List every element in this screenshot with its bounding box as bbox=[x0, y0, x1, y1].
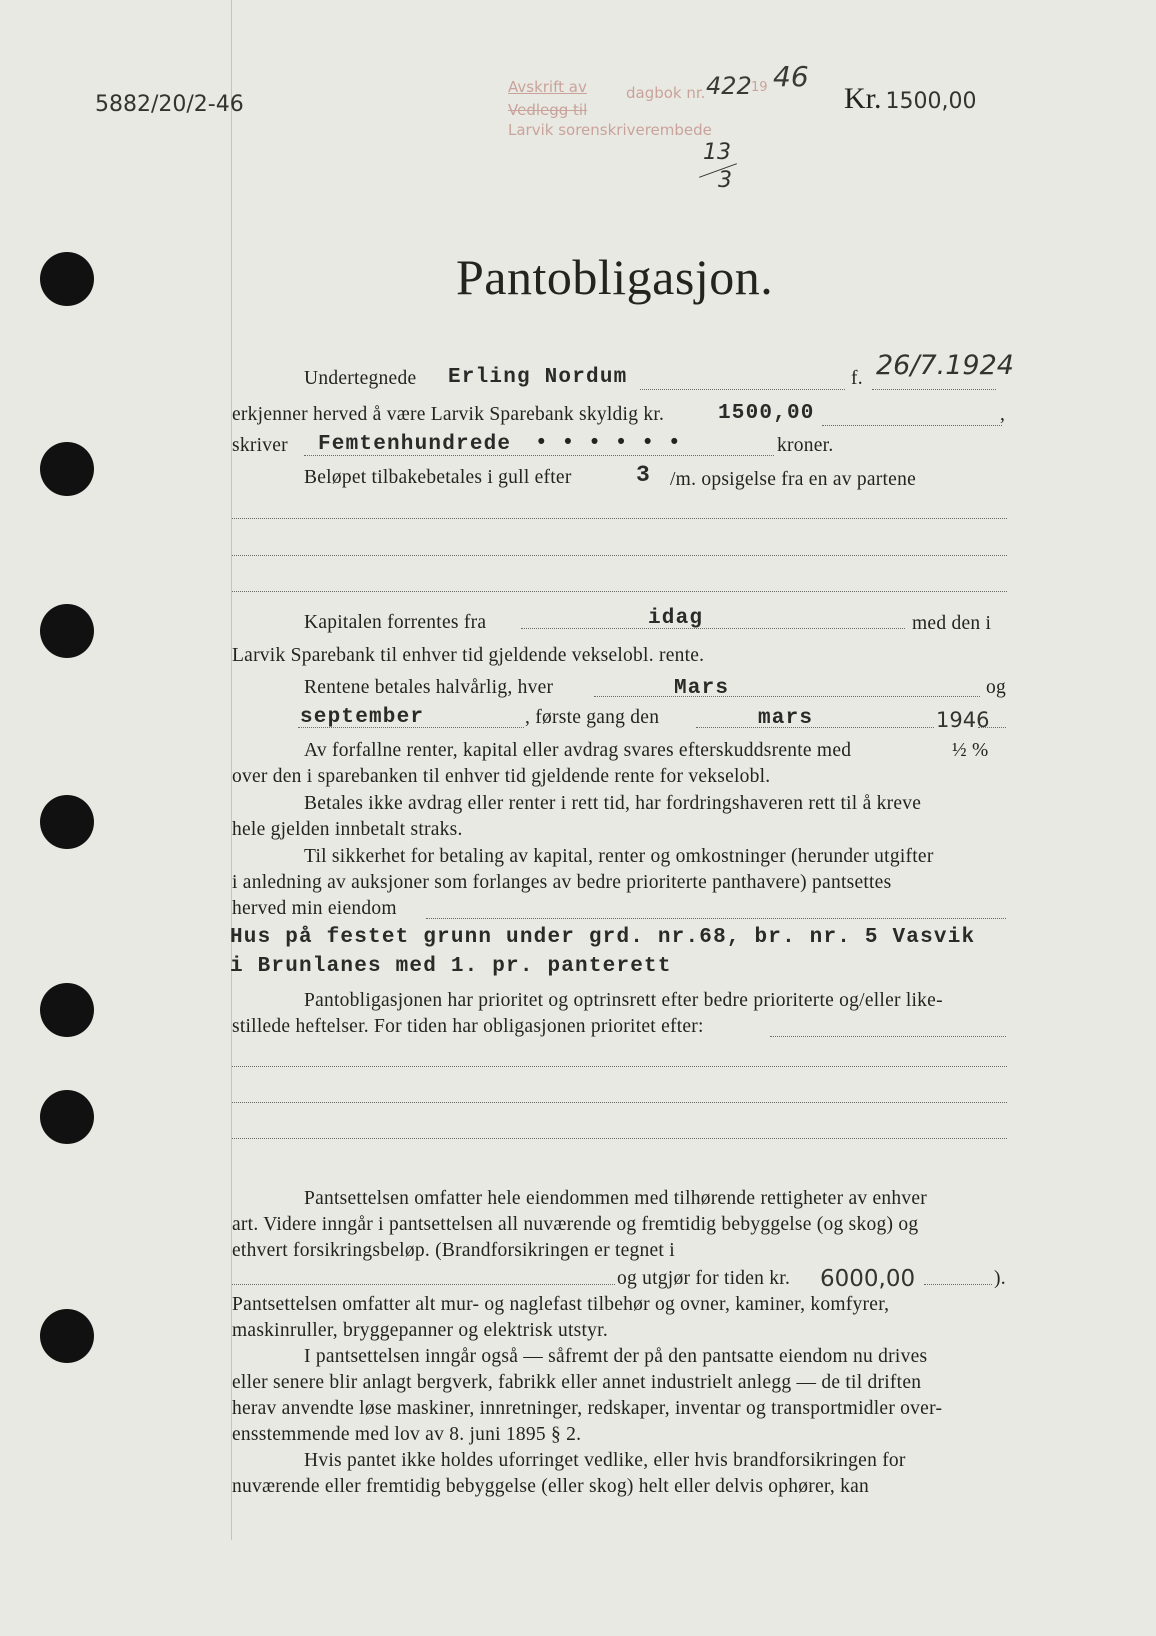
comma: , bbox=[1000, 404, 1006, 425]
file-reference: 5882/20/2-46 bbox=[95, 92, 244, 117]
insured-value: 6000,00 bbox=[820, 1266, 916, 1292]
dotted-line bbox=[232, 1138, 1007, 1139]
dotted-line bbox=[696, 727, 934, 728]
punch-hole bbox=[40, 1090, 94, 1144]
rent-og: og bbox=[986, 677, 1006, 698]
security-text: Til sikkerhet for betaling av kapital, renter og omkostninger (herunder utgifter bbox=[304, 846, 934, 867]
default-text: Betales ikke avdrag eller renter i rett tid, har fordringshaveren rett til å kreve bbox=[304, 793, 922, 814]
interest-text: Kapitalen forrentes fra bbox=[304, 612, 487, 633]
stamp-date-num: 13 bbox=[703, 140, 731, 165]
punch-hole bbox=[40, 252, 94, 306]
stamp-year-hand: 46 bbox=[773, 60, 809, 93]
stamp-number: 422 bbox=[706, 72, 752, 100]
amount-words: Femtenhundrede bbox=[318, 433, 512, 456]
cover-text: Pantsettelsen omfatter hele eiendommen med tilhørende rettigheter av enhver bbox=[304, 1188, 928, 1209]
typed-dots: •••••• bbox=[535, 432, 695, 455]
stamp-line3: Larvik sorenskriverembede bbox=[508, 121, 712, 139]
undersigned-label: Undertegnede bbox=[304, 368, 417, 389]
rent-first: , første gang den bbox=[525, 707, 660, 728]
industry-text-d: ensstemmende med lov av 8. juni 1895 § 2. bbox=[232, 1424, 582, 1445]
fixtures-text-b: maskinruller, bryggepanner og elektrisk utstyr. bbox=[232, 1320, 608, 1341]
industry-text: I pantsettelsen inngår også — såfremt der på den pantsatte eiendom nu drives bbox=[304, 1346, 928, 1367]
late-text: Av forfallne renter, kapital eller avdrag svares efterskuddsrente med bbox=[304, 740, 852, 761]
punch-hole bbox=[40, 983, 94, 1037]
kroner-label: kroner. bbox=[777, 435, 834, 456]
dotted-line bbox=[640, 389, 845, 390]
interest-from: idag bbox=[648, 607, 704, 630]
punch-hole bbox=[40, 1309, 94, 1363]
dotted-line bbox=[232, 1284, 615, 1285]
punch-hole bbox=[40, 604, 94, 658]
debtor-name: Erling Nordum bbox=[448, 366, 628, 389]
born-date: 26/7.1924 bbox=[876, 350, 1014, 381]
stamp-date-den: 3 bbox=[718, 168, 732, 193]
maintenance-text: Hvis pantet ikke holdes uforringet vedlike, eller hvis brandforsikringen for bbox=[304, 1450, 906, 1471]
acknowledge-text: erkjenner herved å være Larvik Sparebank skyldig kr. bbox=[232, 404, 665, 425]
rent-first-month: mars bbox=[758, 707, 814, 730]
property-line1: Hus på festet grunn under grd. nr.68, br. nr. 5 Vasvik bbox=[230, 926, 976, 949]
dotted-line bbox=[232, 591, 1007, 592]
interest-text-c: Larvik Sparebank til enhver tid gjeldende vekselobl. rente. bbox=[232, 645, 705, 666]
repay-months: 3 bbox=[636, 462, 652, 488]
cover-text-c: ethvert forsikringsbeløp. (Brandforsikringen er tegnet i bbox=[232, 1240, 675, 1261]
rent-month2: september bbox=[300, 706, 425, 729]
fixtures-text: Pantsettelsen omfatter alt mur- og naglefast tilbehør og ovner, kaminer, komfyrer, bbox=[232, 1294, 890, 1315]
dotted-line bbox=[232, 1102, 1007, 1103]
default-text-b: hele gjelden innbetalt straks. bbox=[232, 819, 463, 840]
industry-text-c: herav anvendte løse maskiner, innretninger, redskaper, inventar og transportmidler over- bbox=[232, 1398, 943, 1419]
interest-text-b: med den i bbox=[912, 613, 992, 634]
insured-end: ). bbox=[994, 1268, 1006, 1289]
document-title: Pantobligasjon. bbox=[456, 249, 774, 305]
security-text-b: i anledning av auksjoner som forlanges av bedre prioriterte panthavere) pantsettes bbox=[232, 872, 892, 893]
security-text-c: herved min eiendom bbox=[232, 898, 397, 919]
repay-text-b: /m. opsigelse fra en av partene bbox=[670, 469, 916, 490]
amount-label: Kr. bbox=[844, 82, 882, 115]
amount-typed: 1500,00 bbox=[718, 402, 815, 425]
priority-text: Pantobligasjonen har prioritet og optrinsrett efter bedre prioriterte og/eller like- bbox=[304, 990, 943, 1011]
rent-text: Rentene betales halvårlig, hver bbox=[304, 677, 554, 698]
late-text-b: over den i sparebanken til enhver tid gjeldende rente for vekselobl. bbox=[232, 766, 771, 787]
amount-box bbox=[844, 82, 976, 116]
born-label: f. bbox=[851, 368, 863, 389]
stamp-line1-b: dagbok nr. bbox=[626, 84, 706, 102]
dotted-line bbox=[521, 628, 905, 629]
dotted-line bbox=[924, 1284, 992, 1285]
dotted-line bbox=[426, 918, 1006, 919]
skriver-label: skriver bbox=[232, 435, 288, 456]
punch-hole bbox=[40, 795, 94, 849]
dotted-line bbox=[594, 696, 980, 697]
priority-text-b: stillede heftelser. For tiden har obligasjonen prioritet efter: bbox=[232, 1016, 704, 1037]
cover-text-b: art. Videre inngår i pantsettelsen all nuværende og fremtidig bebyggelse (og skog) og bbox=[232, 1214, 919, 1235]
dotted-line bbox=[232, 555, 1007, 556]
punch-hole bbox=[40, 442, 94, 496]
dotted-line bbox=[770, 1036, 1006, 1037]
late-rate: ½ % bbox=[952, 740, 989, 761]
dotted-line bbox=[232, 518, 1007, 519]
dotted-line bbox=[232, 1066, 1007, 1067]
stamp-year: 19 bbox=[751, 80, 768, 95]
dotted-line bbox=[872, 389, 996, 390]
repay-text: Beløpet tilbakebetales i gull efter bbox=[304, 467, 572, 488]
rent-year: 1946 bbox=[936, 708, 990, 732]
dotted-line bbox=[298, 727, 524, 728]
dotted-line bbox=[822, 425, 1002, 426]
insured-text: og utgjør for tiden kr. bbox=[617, 1268, 791, 1289]
property-line2: i Brunlanes med 1. pr. panterett bbox=[230, 955, 672, 978]
dotted-line bbox=[304, 455, 774, 456]
maintenance-text-b: nuværende eller fremtidig bebyggelse (eller skog) helt eller delvis ophører, kan bbox=[232, 1476, 870, 1497]
stamp-line2: Vedlegg til bbox=[508, 101, 588, 119]
stamp-line1-a: Avskrift av bbox=[508, 78, 587, 96]
rent-month1: Mars bbox=[674, 677, 730, 700]
amount-value: 1500,00 bbox=[885, 89, 977, 114]
dotted-line bbox=[978, 727, 1006, 728]
industry-text-b: eller senere blir anlagt bergverk, fabrikk eller annet industrielt anlegg — de til driften bbox=[232, 1372, 922, 1393]
